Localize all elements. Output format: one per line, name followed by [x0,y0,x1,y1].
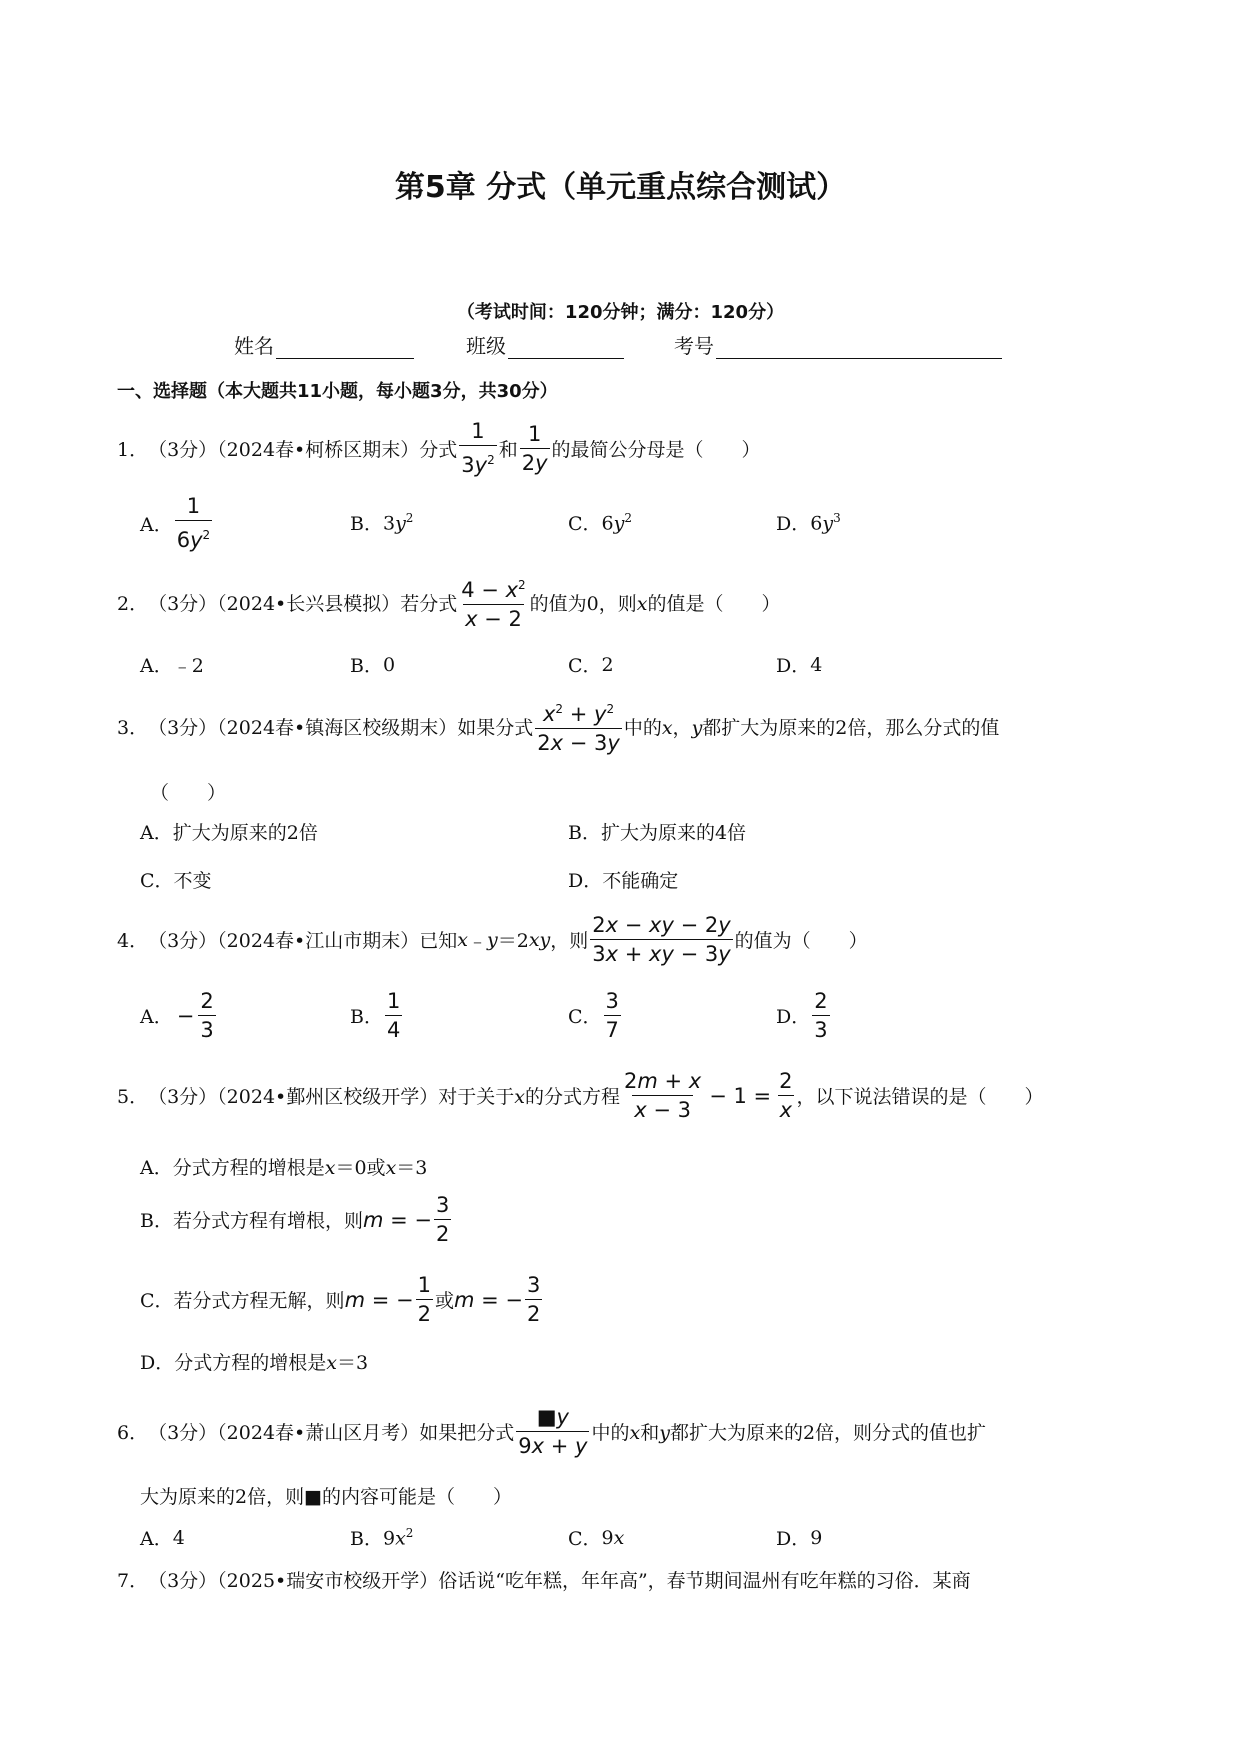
option-a[interactable]: A． 4 [140,1526,185,1550]
option-label: A． [140,513,173,536]
option-c[interactable]: C． 不变 [140,870,212,892]
fraction: $\frac{■y}{9x + y}$ [518,1405,588,1458]
question-text: （3分）（2024春•萧山区月考）如果把分式 [148,1422,515,1444]
question-number: 2． [117,592,149,615]
page-title: 第5章 分式（单元重点综合测试） [394,170,847,205]
question-number: 5． [117,1086,149,1108]
option-c[interactable]: C． 若分式方程无解，则 m = − $\frac{1}{2}$ 或 m = − $\frac{3}{2}$ [140,1273,541,1326]
option-b[interactable]: B． 若分式方程有增根，则 m = − $\frac{3}{2}$ [140,1193,450,1246]
condition: x [457,928,468,951]
option-c[interactable]: C． $\frac{3}{7}$ [568,989,619,1042]
question-text: （3分）（2024•长兴县模拟）若分式 [148,592,458,615]
question-text: 中的x，y都扩大为原来的2倍，那么分式的值 [623,716,1000,739]
question-text: ，以下说法错误的是（ ） [796,1086,1044,1108]
question-text: 中的x和y都扩大为原来的2倍，则分式的值也扩 [591,1422,987,1444]
option-d[interactable]: D． $\frac{2}{3}$ [776,989,828,1042]
option-a[interactable]: A． 扩大为原来的2倍 [140,822,318,844]
fraction: $\frac{4 - x^2}{x - 2}$ [461,578,526,631]
option-a[interactable]: A． ﹣2 [140,655,204,677]
question-5: 5． （3分）（2024•鄞州区校级开学）对于关于x的分式方程 $\frac{2m + x}{x - 3}$ − 1 = $\frac{2}{x}$ ，以下说法错误的是（ ） [117,1069,1044,1122]
option-a[interactable] [140,493,214,553]
exam-info: （考试时间：120分钟；满分：120分） [456,302,785,323]
question-text: （3分）（2024春•镇海区校级期末）如果分式 [148,716,534,739]
option-a[interactable]: A． − $\frac{2}{3}$ [140,989,214,1042]
name-field[interactable] [234,330,414,359]
question-number: 4． [117,930,149,952]
fraction: $\frac{2m + x}{x - 3}$ [623,1069,702,1122]
option-d[interactable]: D． 不能确定 [568,870,679,892]
question-text: 和 [498,438,518,461]
option-d[interactable]: D． 9 [776,1526,823,1550]
fraction: $\frac{x^2 + y^2}{2x - 3y}$ [537,702,620,755]
question-text: （3分）（2024•鄞州区校级开学）对于关于x的分式方程 [148,1086,620,1108]
question-text: ，则 [550,930,589,952]
question-3 [117,696,999,756]
option-b[interactable]: B． 扩大为原来的4倍 [568,822,747,844]
answer-paren: （ ） [150,782,227,804]
option-b[interactable]: B． $3y^2$ [350,510,414,535]
fraction: $\frac{1}{6y^2}$ [176,494,211,552]
fraction: $\frac{1}{3y^2}$ [461,419,495,477]
question-text: （3分）（2025•瑞安市校级开学）俗话说“吃年糕，年年高”，春节期间温州有吃年糕的习俗．某商 [148,1570,971,1592]
option-d[interactable]: D． 分式方程的增根是x＝3 [140,1352,369,1374]
option-c[interactable]: C． 2 [568,653,614,677]
section-heading: 一、选择题（本大题共11小题，每小题3分，共30分） [117,381,558,402]
question-text: 的值为0，则x的值是（ ） [529,592,781,615]
option-b[interactable]: B． 0 [350,653,396,677]
question-text: （3分）（2024春•江山市期末）已知 [148,930,458,952]
class-field[interactable] [466,330,624,359]
question-1 [117,418,761,478]
option-d[interactable]: D． $6y^3$ [776,510,841,535]
question-text: （3分）（2024春•柯桥区期末）分式 [148,438,458,461]
exam-number-label: 考号 [674,334,714,358]
question-number: 7． [117,1570,149,1592]
question-2 [117,572,780,632]
option-c[interactable]: C． 9x [568,1526,625,1550]
question-number: 3． [117,716,149,739]
option-d[interactable]: D． 4 [776,653,823,677]
name-label: 姓名 [234,334,274,358]
question-7 [117,1566,971,1593]
question-text: 大为原来的2倍，则■的内容可能是（ ） [140,1486,513,1508]
option-b[interactable]: B． $9x^2$ [350,1525,414,1550]
fraction: $\frac{2}{x}$ [779,1069,793,1122]
option-b[interactable]: B． $\frac{1}{4}$ [350,989,401,1042]
option-a[interactable]: A． 分式方程的增根是x＝0或x＝3 [140,1157,428,1179]
option-c[interactable]: C． $6y^2$ [568,510,633,535]
question-text: 的值为（ ） [734,930,868,952]
question-text: 的最简公分母是（ ） [551,438,761,461]
fraction: $\frac{2x - xy - 2y}{3x + xy - 3y}$ [592,913,731,966]
question-number: 1． [117,438,149,461]
fraction: $\frac{1}{2y}$ [521,421,548,475]
exam-number-field[interactable] [674,330,1002,359]
question-4: 4． （3分）（2024春•江山市期末）已知 x ﹣ y ＝2 xy ，则 $\frac{2x - xy - 2y}{3x + xy - 3y}$ 的值为（ ） [117,913,868,966]
question-number: 6． [117,1422,149,1444]
class-label: 班级 [466,334,506,358]
question-6 [117,1404,986,1459]
